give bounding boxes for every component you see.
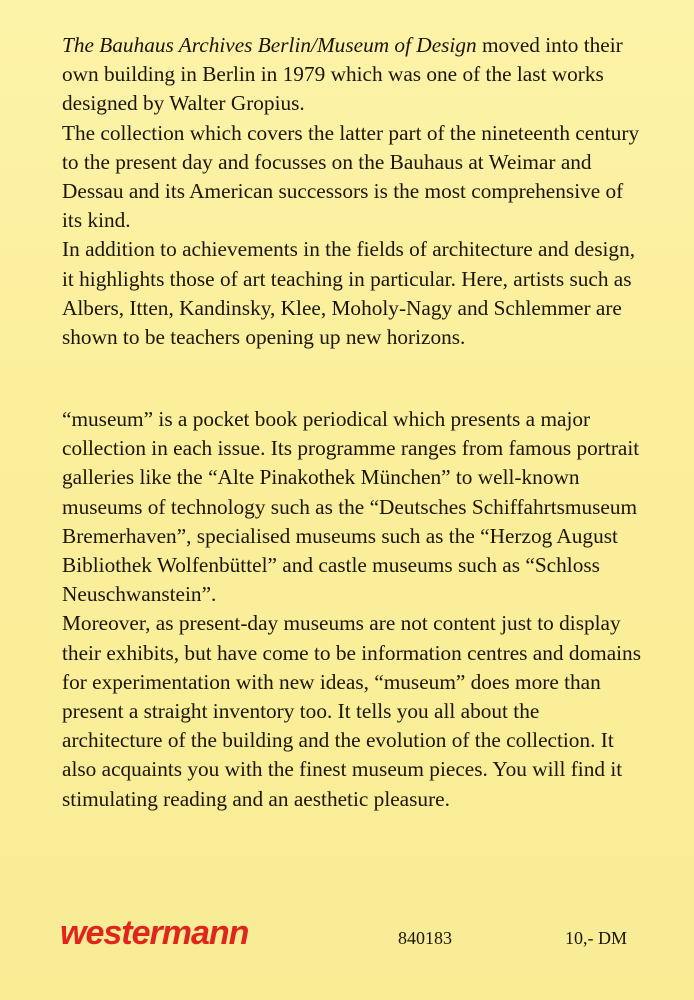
intro-paragraph-1 [62, 31, 642, 119]
price-label: 10,- DM [565, 928, 627, 948]
product-code: 840183 [398, 928, 452, 948]
publisher-logo: westermann [60, 914, 249, 952]
museum-title: The Bauhaus Archives Berlin/Museum of Design [62, 33, 477, 57]
intro-paragraph-2: The collection which covers the latter part of the nineteenth century to the present day and focusses on the Bauhaus at Weimar and Dessau and its American successors is the most comprehensive of its kind. [62, 120, 640, 233]
periodical-paragraph-1: “museum” is a pocket book periodical which presents a major collection in each issue. Its programme ranges from famous portrait galleries like the “Alte Pinakothek München” to well-known museums of technology such as the “Deutsches Schiffahrtsmuseum Bremerhaven”, specialised museums such as the “Herzog August Bibliothek Wolfenbüttel” and castle museums such as “Schloss Neuschwanstein”. [62, 407, 640, 607]
footer [0, 900, 694, 960]
periodical-paragraph-2: Moreover, as present-day museums are not content just to display their exhibits, but have come to be information centres and domains for experimentation with new ideas, “museum” does more than present a straight inventory too. It tells you all about the architecture of the building and the evolution of the collection. It also acquaints you with the finest museum pieces. You will find it stimulating reading and an aesthetic pleasure. [62, 611, 641, 811]
intro-paragraph-3: In addition to achievements in the fields of architecture and design, it highlights those of art teaching in particular. Here, artists such as Albers, Itten, Kandinsky, Klee, Moholy-Nagy and Schlemmer are shown to be teachers opening up new horizons. [62, 237, 636, 350]
intro-text-block [62, 31, 642, 352]
intro-paragraph-1-rest: moved into their own building in Berlin in 1979 which was one of the last works designed by Walter Gropius. [62, 33, 623, 116]
periodical-text-block [62, 405, 642, 814]
